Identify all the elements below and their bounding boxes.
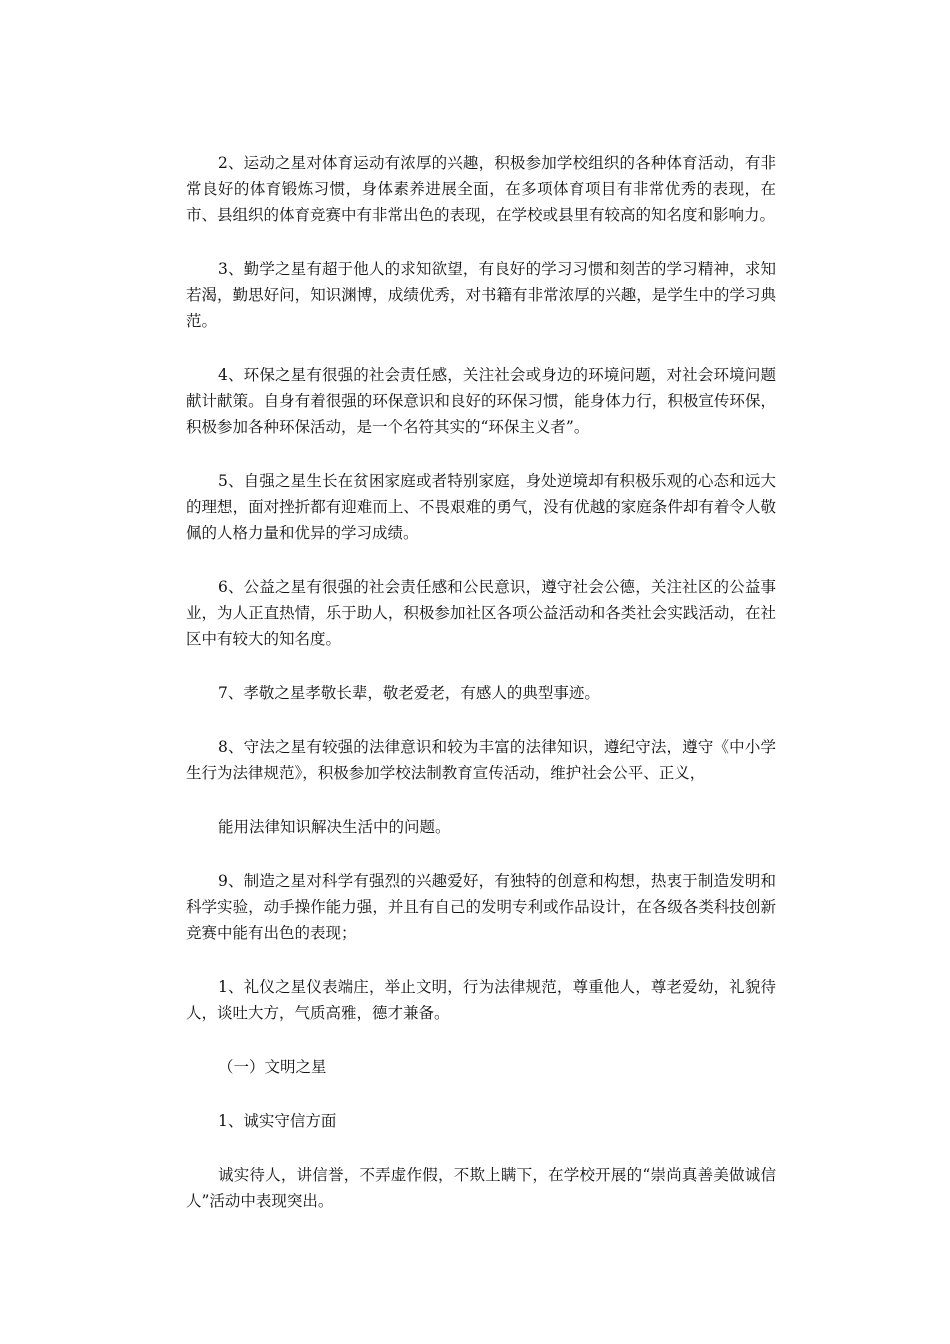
document-body xyxy=(186,150,776,1214)
subheading-honesty: 1、诚实守信方面 xyxy=(218,1112,337,1130)
paragraph-invention-star: 9、制造之星对科学有强烈的兴趣爱好，有独特的创意和构想，热衷于制造发明和科学实验，动手操作能力强，并且有自己的发明专利或作品设计，在各级各类科技创新竞赛中能有出色的表现； xyxy=(186,872,776,942)
paragraph-law-star-continued: 能用法律知识解决生活中的问题。 xyxy=(218,818,451,836)
paragraph-public-welfare-star: 6、公益之星有很强的社会责任感和公民意识，遵守社会公德，关注社区的公益事业，为人正直热情，乐于助人，积极参加社区各项公益活动和各类社会实践活动，在社区中有较大的知名度。 xyxy=(186,578,776,648)
paragraph-law-star: 8、守法之星有较强的法律意识和较为丰富的法律知识，遵纪守法，遵守《中小学生行为法律规范》，积极参加学校法制教育宣传活动，维护社会公平、正义， xyxy=(186,738,776,782)
paragraph-honesty: 诚实待人，讲信誉，不弄虚作假，不欺上瞒下，在学校开展的“崇尚真善美做诚信人”活动中表现突出。 xyxy=(186,1166,776,1210)
section-heading-civility-star: （一）文明之星 xyxy=(218,1058,327,1076)
paragraph-etiquette-star: 1、礼仪之星仪表端庄，举止文明，行为法律规范，尊重他人，尊老爱幼，礼貌待人，谈吐大方，气质高雅，德才兼备。 xyxy=(186,978,776,1022)
paragraph-study-star: 3、勤学之星有超于他人的求知欲望，有良好的学习习惯和刻苦的学习精神，求知若渴，勤思好问，知识渊博，成绩优秀，对书籍有非常浓厚的兴趣，是学生中的学习典范。 xyxy=(186,260,776,330)
paragraph-sports-star: 2、运动之星对体育运动有浓厚的兴趣，积极参加学校组织的各种体育活动，有非常良好的体育锻炼习惯，身体素养进展全面，在多项体育项目有非常优秀的表现，在市、县组织的体育竞赛中有非常出色的表现，在学校或县里有较高的知名度和影响力。 xyxy=(186,154,776,224)
paragraph-filial-star: 7、孝敬之星孝敬长辈，敬老爱老，有感人的典型事迹。 xyxy=(218,684,600,702)
paragraph-self-reliance-star: 5、自强之星生长在贫困家庭或者特别家庭，身处逆境却有积极乐观的心态和远大的理想，面对挫折都有迎难而上、不畏艰难的勇气，没有优越的家庭条件却有着令人敬佩的人格力量和优异的学习成绩。 xyxy=(186,472,776,542)
paragraph-environment-star: 4、环保之星有很强的社会责任感，关注社会或身边的环境问题，对社会环境问题献计献策。自身有着很强的环保意识和良好的环保习惯，能身体力行，积极宣传环保，积极参加各种环保活动，是一个名符其实的“环保主义者”。 xyxy=(186,366,776,436)
